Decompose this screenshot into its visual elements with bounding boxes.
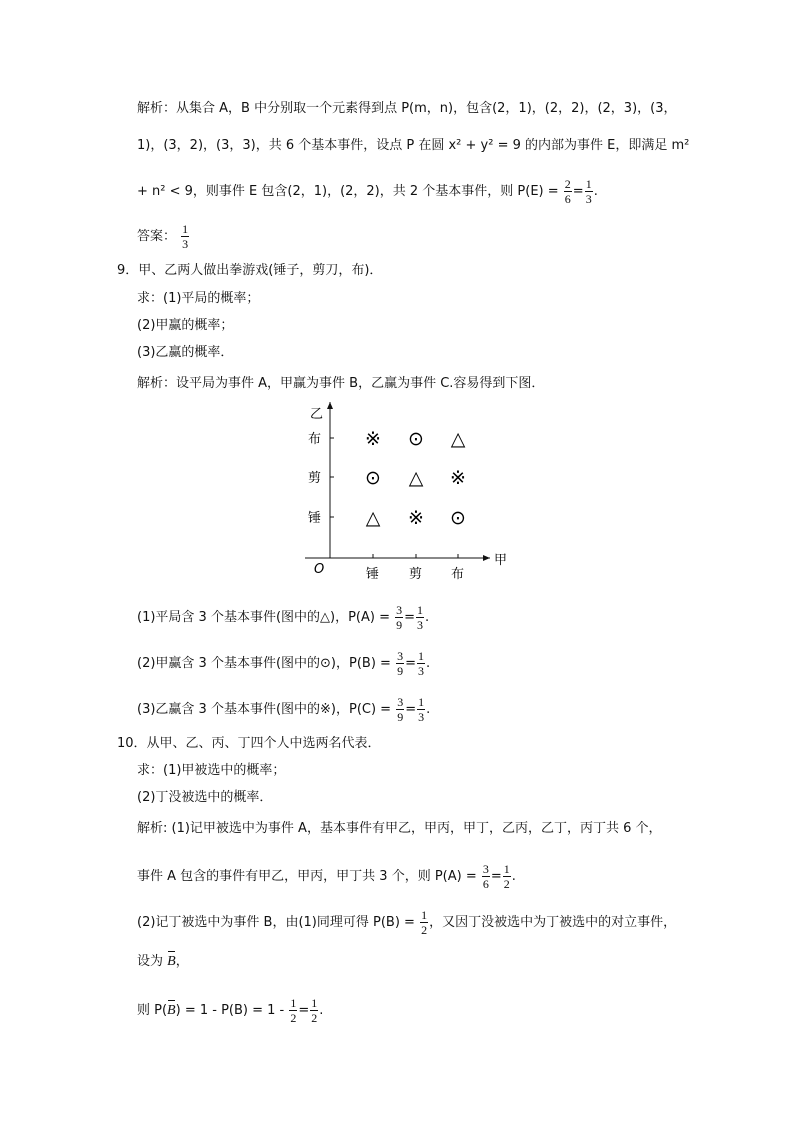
q10-ask1: 求：(1)甲被选中的概率； — [137, 763, 286, 778]
cell-jian-chui: ⊙ — [365, 467, 381, 489]
q10-a5-f2 — [310, 996, 318, 1025]
y-axis-label: 乙 — [310, 407, 324, 422]
cell-jian-jian: △ — [408, 467, 424, 489]
q10-analysis5-pre: 则 P( — [137, 1003, 168, 1018]
p8-line1: 解析：从集合 A，B 中分别取一个元素得到点 P(m，n)，包含(2，1)，(2，2)，(2，3)，(3， — [137, 101, 677, 116]
q10-analysis1: 解析: (1)记甲被选中为事件 A，基本事件有甲乙，甲丙，甲丁，乙丙，乙丁，丙丁共 6 个， — [137, 821, 662, 836]
p8-frac2 — [585, 177, 593, 206]
q10-a5-f2-num: 1 — [311, 996, 318, 1010]
q10-a5-f1 — [289, 996, 297, 1025]
q10-a2-f2-den: 2 — [503, 877, 510, 891]
q9-r3-f2-den: 3 — [418, 710, 425, 724]
q9-ask3: (3)乙赢的概率． — [137, 345, 234, 360]
q10-analysis3 — [137, 908, 676, 937]
p8-frac1-den: 6 — [564, 192, 571, 206]
q10-ask2: (2)丁没被选中的概率． — [137, 790, 273, 805]
q9-r1-f2-den: 3 — [417, 618, 424, 632]
q9-ask2: (2)甲赢的概率； — [137, 318, 234, 333]
q9-r1-f1-den: 9 — [396, 618, 403, 632]
x-tick-jian: 剪 — [409, 567, 423, 582]
p8-frac2-num: 1 — [585, 177, 592, 191]
p8-frac2-den: 3 — [585, 192, 592, 206]
origin-label: O — [314, 562, 325, 577]
p8-answer-den: 3 — [182, 237, 189, 251]
cell-bu-chui: ※ — [365, 428, 381, 450]
x-tick-bu: 布 — [451, 567, 465, 582]
q9-r2-f1-den: 9 — [397, 664, 404, 678]
q10-analysis5-var: B — [167, 1003, 176, 1018]
q9-analysis: 解析：设平局为事件 A，甲赢为事件 B，乙赢为事件 C.容易得到下图． — [137, 376, 545, 391]
x-axis-label: 甲 — [494, 553, 508, 568]
q9-r3-f1 — [396, 695, 404, 724]
cell-chui-chui: △ — [365, 507, 381, 529]
q10-analysis5-mid: ) = 1 - P(B) = 1 - — [175, 1003, 285, 1018]
q10-a2-f1-num: 3 — [482, 862, 489, 876]
q10-analysis4-post: ， — [175, 954, 189, 969]
p8-frac1 — [564, 177, 572, 206]
q9-r3-f1-num: 3 — [397, 695, 404, 709]
q10-a3-frac — [420, 908, 428, 937]
q9-r3-f1-den: 9 — [397, 710, 404, 724]
cell-jian-bu: ※ — [450, 467, 466, 489]
q9-figure — [300, 398, 520, 588]
y-tick-jian: 剪 — [308, 471, 322, 486]
q10-a2-f1-den: 6 — [482, 877, 489, 891]
q10-a5-f1-num: 1 — [290, 996, 297, 1010]
p8-answer-label: 答案： — [137, 229, 177, 244]
q10-analysis2-text: 事件 A 包含的事件有甲乙，甲丙，甲丁共 3 个，则 P(A) = — [137, 869, 477, 884]
q9-r1-f1 — [395, 603, 403, 632]
q9-r2-f2 — [417, 649, 425, 678]
q10-analysis3-post: ，又因丁没被选中为丁被选中的对立事件， — [429, 915, 677, 930]
q9-result3: (3)乙赢含 3 个基本事件(图中的※)，P(C) = $\frac{3}{9}$ = $\frac{1}{3}$ . — [137, 695, 431, 724]
q10-analysis4-var: B — [167, 954, 176, 969]
q10-analysis5: 则 P(B) = 1 - P(B) = 1 - $\frac{1}{2}$ = $\frac{1}{2}$ . — [137, 996, 324, 1025]
p8-frac1-num: 2 — [564, 177, 571, 191]
q10-analysis3-pre: (2)记丁被选中为事件 B，由(1)同理可得 P(B) = — [137, 915, 415, 930]
p8-answer-num: 1 — [182, 222, 189, 236]
cell-chui-bu: ⊙ — [450, 507, 466, 529]
q10-a3-num: 1 — [421, 908, 428, 922]
q9-r1-f2-num: 1 — [417, 603, 424, 617]
cell-bu-jian: ⊙ — [408, 428, 424, 450]
q10-title: 10．从甲、乙、丙、丁四个人中选两名代表． — [117, 736, 381, 751]
y-tick-bu: 布 — [308, 432, 322, 447]
q9-r2-f2-den: 3 — [417, 664, 424, 678]
p8-line3: + n² < 9，则事件 E 包含(2，1)，(2，2)，共 2 个基本事件，则 P(E) = $\frac{2}{6}$ = $\frac{1}{3}$ . — [137, 177, 598, 206]
p8-line3-text: + n² < 9，则事件 E 包含(2，1)，(2，2)，共 2 个基本事件，则 P(E) = — [137, 184, 559, 199]
q10-a3-den: 2 — [421, 923, 428, 937]
q9-r2-f1-num: 3 — [397, 649, 404, 663]
p8-answer-frac — [181, 222, 189, 251]
x-tick-chui: 锤 — [366, 567, 380, 582]
q9-result2: (2)甲赢含 3 个基本事件(图中的⊙)，P(B) = $\frac{3}{9}$ = $\frac{1}{3}$ . — [137, 649, 431, 678]
p8-line2: 1)，(3，2)，(3，3)，共 6 个基本事件，设点 P 在圆 x² + y² = 9 的内部为事件 E，即满足 m² — [137, 138, 690, 153]
q9-r3-f2 — [417, 695, 425, 724]
q10-analysis2: 事件 A 包含的事件有甲乙，甲丙，甲丁共 3 个，则 P(A) = $\frac{3}{6}$ = $\frac{1}{2}$ . — [137, 862, 516, 891]
q10-a5-f1-den: 2 — [290, 1011, 297, 1025]
q9-result1-text: (1)平局含 3 个基本事件(图中的△)，P(A) = — [137, 610, 390, 625]
q9-r1-f2 — [416, 603, 424, 632]
y-tick-chui: 锤 — [308, 511, 322, 526]
q9-r2-f2-num: 1 — [417, 649, 424, 663]
q9-result1: (1)平局含 3 个基本事件(图中的△)，P(A) = $\frac{3}{9}$ = $\frac{1}{3}$ . — [137, 603, 430, 632]
q10-analysis4-pre: 设为 — [137, 954, 164, 969]
q9-result3-text: (3)乙赢含 3 个基本事件(图中的※)，P(C) = — [137, 702, 392, 717]
q9-result2-text: (2)甲赢含 3 个基本事件(图中的⊙)，P(B) = — [137, 656, 391, 671]
q10-a5-f2-den: 2 — [311, 1011, 318, 1025]
q10-analysis4 — [137, 953, 189, 971]
q9-ask1: 求：(1)平局的概率； — [137, 291, 260, 306]
q9-r2-f1 — [396, 649, 404, 678]
q10-a2-f2 — [503, 862, 511, 891]
cell-bu-bu: △ — [450, 428, 466, 450]
cell-chui-jian: ※ — [408, 507, 424, 529]
p8-answer — [137, 222, 190, 251]
q10-a2-f1 — [482, 862, 490, 891]
q10-a2-f2-num: 1 — [503, 862, 510, 876]
q9-r3-f2-num: 1 — [418, 695, 425, 709]
q9-title: 9．甲、乙两人做出拳游戏(锤子，剪刀，布)． — [117, 263, 383, 278]
q9-r1-f1-num: 3 — [396, 603, 403, 617]
